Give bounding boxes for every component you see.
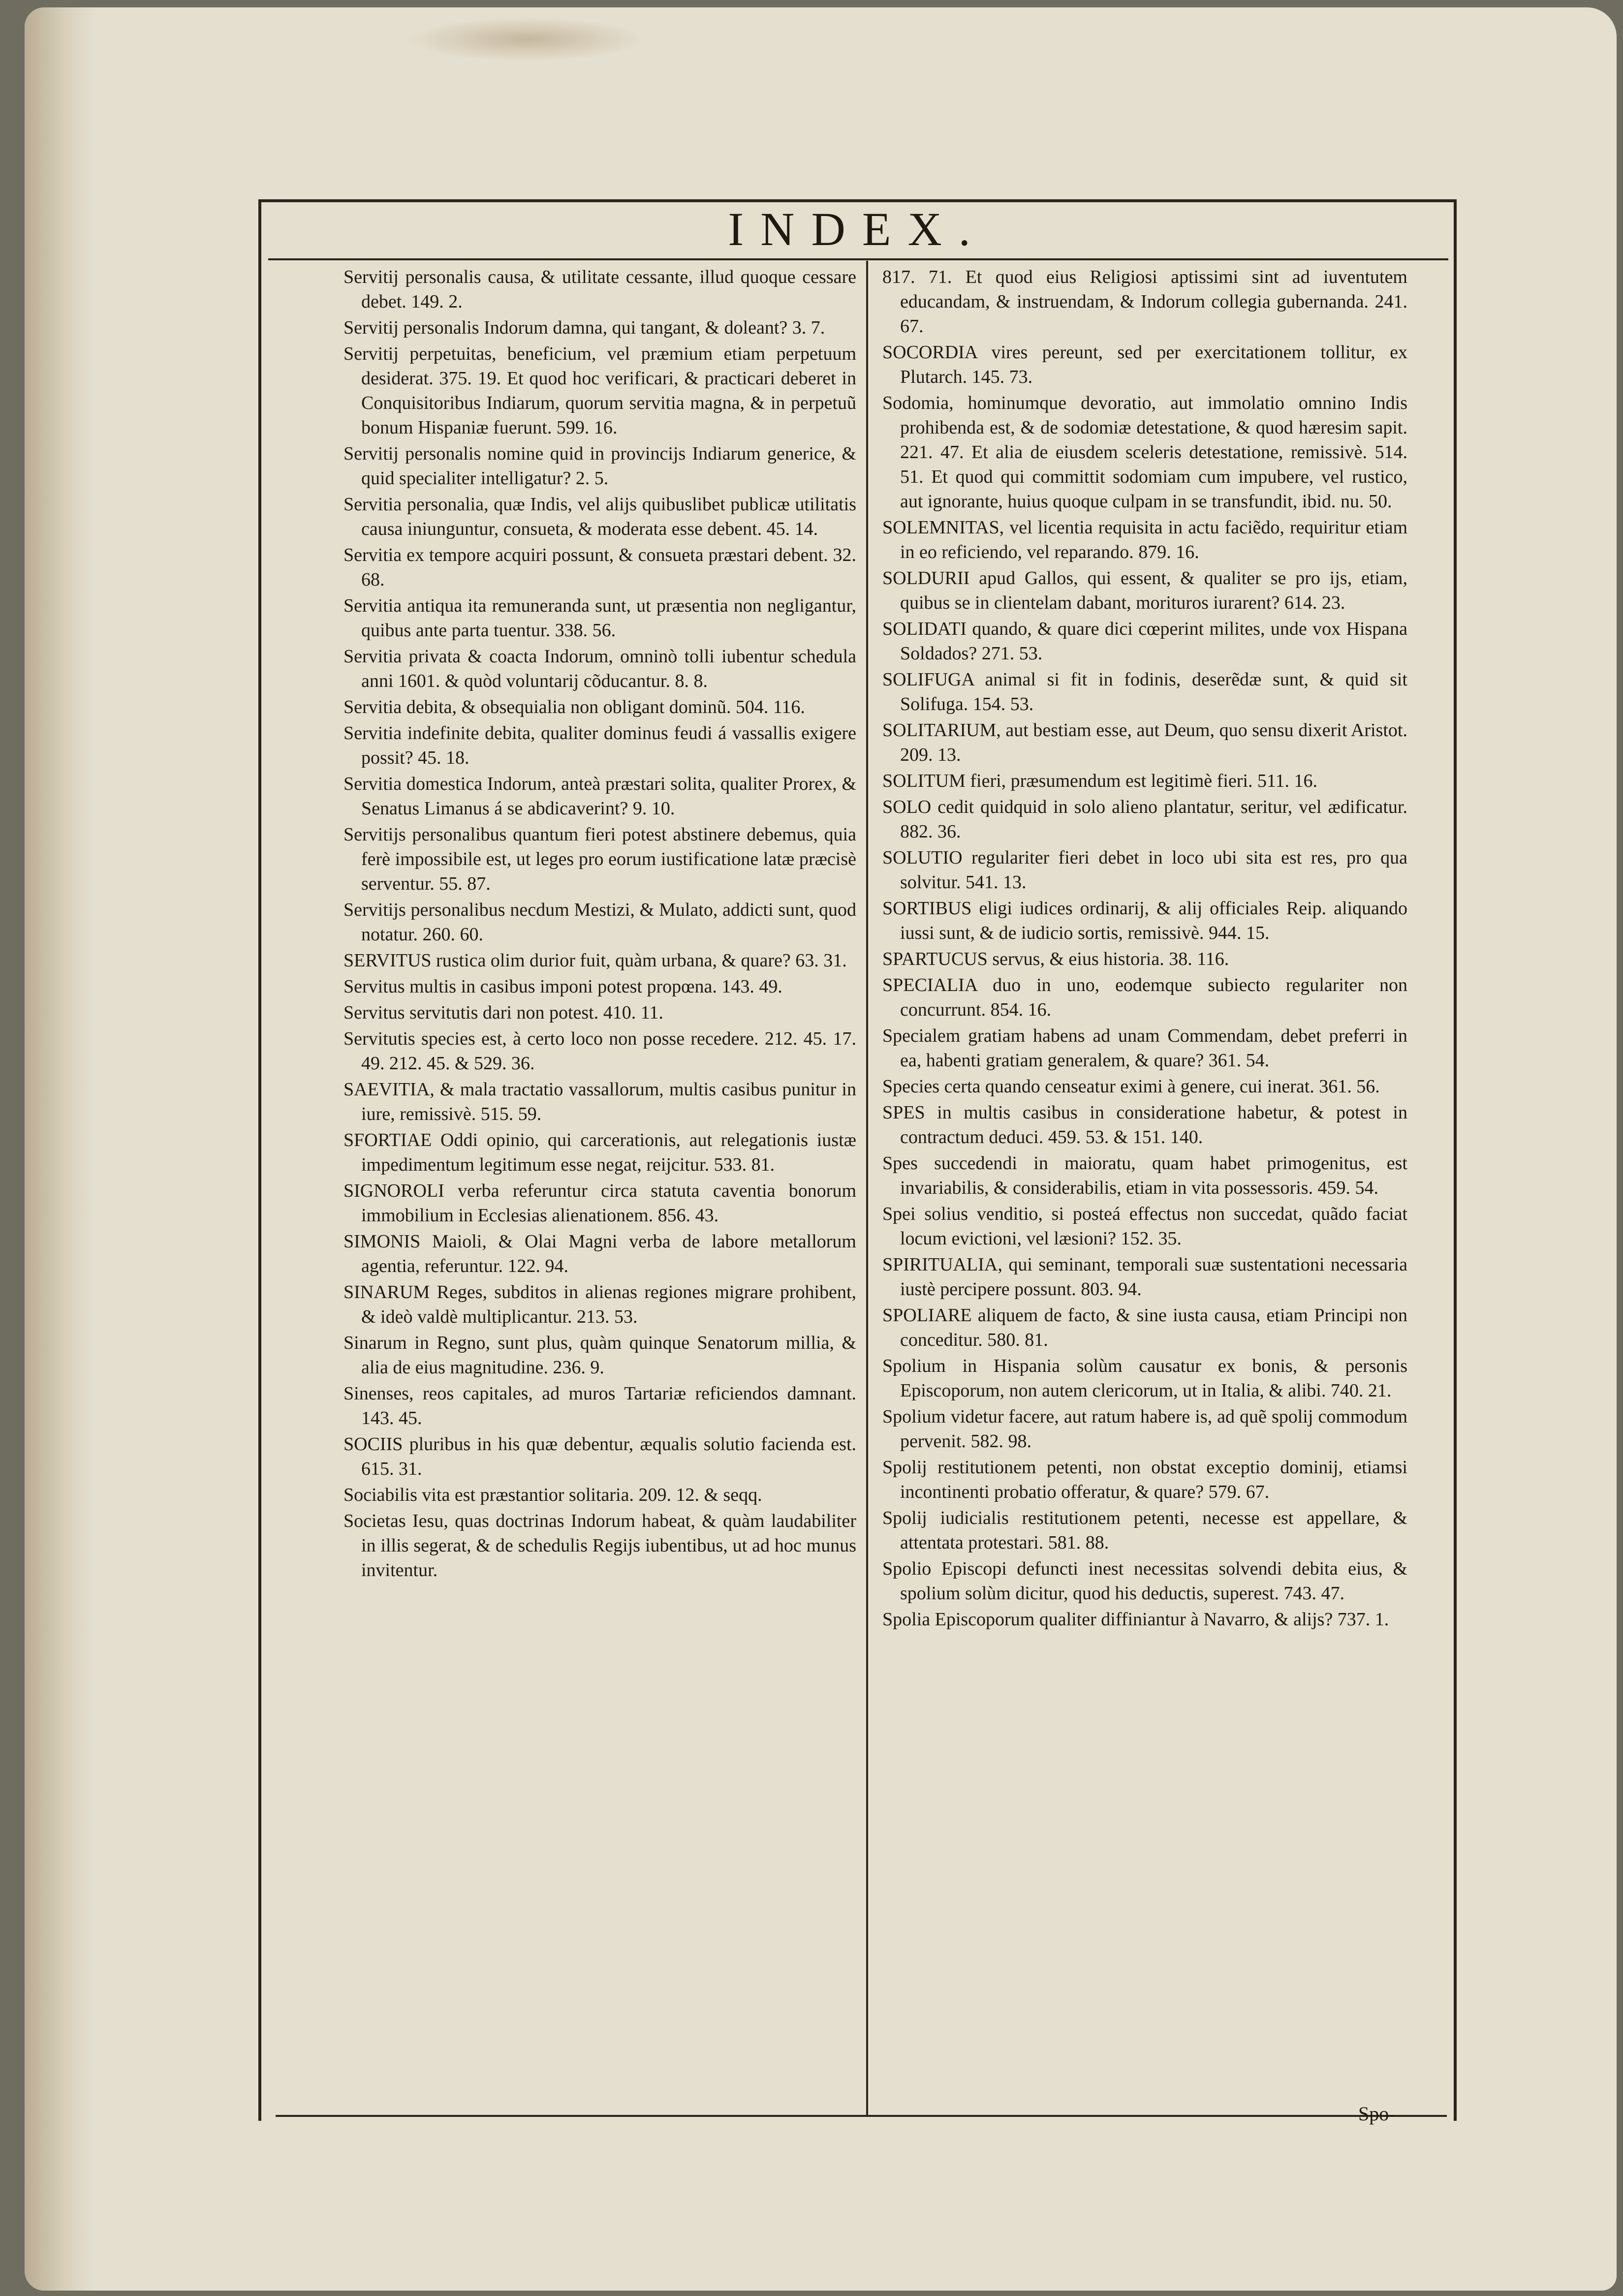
index-entry: Spolium in Hispania solùm causatur ex bonis, & personis Episcoporum, non autem clericorum, ut in Italia, & alibi. 740. 21. [882, 1356, 1407, 1401]
index-entry: Species certa quando censeatur eximi à genere, cui inerat. 361. 56. [882, 1076, 1380, 1097]
index-entry: SPOLIARE aliquem de facto, & sine iusta causa, etiam Principi non conceditur. 580. 81. [882, 1305, 1407, 1350]
index-entry: SOLITUM fieri, præsumendum est legitimè fieri. 511. 16. [882, 771, 1318, 791]
index-entry: SERVITUS rustica olim durior fuit, quàm urbana, & quare? 63. 31. [343, 950, 847, 971]
index-entry: Sodomia, hominumque devoratio, aut immolatio omnino Indis prohibenda est, & de sodomiæ detestatione, & quod hæresim sapit. 221. 47. Et alia de eiusdem sceleris detestatione, remissivè. 514. 51. Et quod qui committit sodomiam cum impubere, vel rustico, aut ignorante, huius quoque culpam in se transfundit, ibid. nu. 50. [882, 393, 1407, 512]
index-entry: Servitia antiqua ita remuneranda sunt, ut præsentia non negligantur, quibus ante parta tuentur. 338. 56. [343, 595, 856, 641]
index-entry: Specialem gratiam habens ad unam Commendam, debet preferri in ea, habenti gratiam generalem, & quare? 361. 54. [882, 1025, 1407, 1071]
index-entry: Servitij personalis Indorum damna, qui tangant, & doleant? 3. 7. [343, 317, 825, 338]
index-entry: Servitia privata & coacta Indorum, omninò tolli iubentur schedula anni 1601. & quòd voluntarij cõducantur. 8. 8. [343, 646, 856, 691]
index-entry: SAEVITIA, & mala tractatio vassallorum, multis casibus punitur in iure, remissivè. 515. 59. [343, 1079, 856, 1124]
index-entry: 817. 71. Et quod eius Religiosi aptissimi sint ad iuventutem educandam, & instruendam, & Indorum collegia gubernanda. 241. 67. [882, 267, 1407, 337]
index-entry: SPES in multis casibus in consideratione habetur, & potest in contractum deduci. 459. 53. & 151. 140. [882, 1102, 1407, 1148]
index-entry: Servitutis species est, à certo loco non posse recedere. 212. 45. 17. 49. 212. 45. & 529. 36. [343, 1028, 856, 1074]
index-entry: SOLO cedit quidquid in solo alieno plantatur, seritur, vel ædificatur. 882. 36. [882, 797, 1407, 842]
index-entry: Servitij personalis causa, & utilitate cessante, illud quoque cessare debet. 149. 2. [343, 267, 856, 312]
index-entry: Sinenses, reos capitales, ad muros Tartariæ reficiendos damnant. 143. 45. [343, 1383, 856, 1428]
index-entry: Servitia domestica Indorum, anteà præstari solita, qualiter Prorex, & Senatus Limanus á se abdicaverint? 9. 10. [343, 774, 856, 819]
index-entry: Spolium videtur facere, aut ratum habere is, ad quẽ spolij commodum pervenit. 582. 98. [882, 1406, 1407, 1452]
index-entry: Servitia indefinite debita, qualiter dominus feudi á vassallis exigere possit? 45. 18. [343, 723, 856, 768]
page-stain [408, 17, 645, 62]
index-entry: SPIRITUALIA, qui seminant, temporali suæ sustentationi necessaria iustè percipere possunt. 803. 94. [882, 1254, 1407, 1300]
index-entry: SOLIFUGA animal si fit in fodinis, deserẽdæ sunt, & quid sit Solifuga. 154. 53. [882, 669, 1407, 714]
index-entry: Servitia debita, & obsequialia non obligant dominũ. 504. 116. [343, 697, 805, 717]
index-entry: SFORTIAE Oddi opinio, qui carcerationis, aut relegationis iustæ impedimentum legitimum esse negat, reijcitur. 533. 81. [343, 1130, 856, 1175]
index-entry: Sinarum in Regno, sunt plus, quàm quinque Senatorum millia, & alia de eius magnitudine. 236. 9. [343, 1333, 856, 1378]
index-entry: SIMONIS Maioli, & Olai Magni verba de labore metallorum agentia, referuntur. 122. 94. [343, 1231, 856, 1276]
bottom-rule [276, 2115, 1447, 2117]
index-entry: Spolij restitutionem petenti, non obstat exceptio dominij, etiamsi incontinenti probatio offeratur, & quare? 579. 67. [882, 1457, 1407, 1502]
catchword: Spo- [1358, 2103, 1396, 2125]
index-entry: SOCORDIA vires pereunt, sed per exercitationem tollitur, ex Plutarch. 145. 73. [882, 342, 1407, 387]
index-entry: SINARUM Reges, subditos in alienas regiones migrare prohibent, & ideò valdè multiplicantur. 213. 53. [343, 1282, 856, 1327]
index-entry: Spolij iudicialis restitutionem petenti, necesse est appellare, & attentata protestari. 581. 88. [882, 1508, 1407, 1553]
index-entry: Servitijs personalibus quantum fieri potest abstinere debemus, quia ferè impossibile est, ut leges pro eorum iustificatione latæ præcisè serventur. 55. 87. [343, 824, 856, 894]
column-divider [866, 261, 868, 2116]
index-entry: SOLDURII apud Gallos, qui essent, & qualiter se pro ijs, etiam, quibus se in clientelam dabant, morituros iurarent? 614. 23. [882, 568, 1407, 613]
index-entry: Spei solius venditio, si posteá effectus non succedat, quãdo faciat locum evictioni, vel læsioni? 152. 35. [882, 1204, 1407, 1249]
index-entry: Servitijs personalibus necdum Mestizi, & Mulato, addicti sunt, quod notatur. 260. 60. [343, 900, 856, 945]
index-entry: Spes succedendi in maioratu, quam habet primogenitus, est invariabilis, & considerabilis, etiam in vita possessoris. 459. 54. [882, 1153, 1407, 1198]
index-entry: SOCIIS pluribus in his quæ debentur, æqualis solutio facienda est. 615. 31. [343, 1434, 856, 1479]
index-entry: SOLUTIO regulariter fieri debet in loco ubi sita est res, pro qua solvitur. 541. 13. [882, 847, 1407, 893]
index-entry: SORTIBUS eligi iudices ordinarij, & alij officiales Reip. aliquando iussi sunt, & de iudicio sortis, remissivè. 944. 15. [882, 898, 1407, 943]
index-entry: SPARTUCUS servus, & eius historia. 38. 116. [882, 949, 1229, 969]
index-entry: Servitij personalis nomine quid in provincijs Indiarum generice, & quid specialiter intelligatur? 2. 5. [343, 443, 856, 489]
index-entry: Servitij perpetuitas, beneficium, vel præmium etiam perpetuum desiderat. 375. 19. Et quod hoc verificari, & practicari deberet in Conquisitoribus Indiarum, quorum servitia magna, & in perpetuũ bonum Hispaniæ fuerunt. 599. 16. [343, 343, 856, 438]
index-entry: SIGNOROLI verba referuntur circa statuta caventia bonorum immobilium in Ecclesias alienationem. 856. 43. [343, 1180, 856, 1226]
index-entry: Sociabilis vita est præstantior solitaria. 209. 12. & seqq. [343, 1485, 762, 1505]
index-entry: SOLITARIUM, aut bestiam esse, aut Deum, quo sensu dixerit Aristot. 209. 13. [882, 720, 1407, 765]
page-title: INDEX. [728, 203, 987, 255]
page-gutter [25, 7, 94, 2291]
index-entry: Societas Iesu, quas doctrinas Indorum habeat, & quàm laudabiliter in illis segerat, & de schedulis Regijs iubentibus, ut ad hoc munus invitentur. [343, 1511, 856, 1581]
index-entry: SOLIDATI quando, & quare dici cœperint milites, unde vox Hispana Soldados? 271. 53. [882, 619, 1407, 664]
index-column-right [878, 265, 1407, 2100]
index-entry: Spolio Episcopi defuncti inest necessitas solvendi debita eius, & spolium solùm dicitur, quod his deductis, superest. 743. 47. [882, 1558, 1407, 1604]
index-entry: Servitus servitutis dari non potest. 410. 11. [343, 1002, 663, 1023]
index-entry: Servitia ex tempore acquiri possunt, & consueta præstari debent. 32. 68. [343, 545, 856, 590]
title-rule [268, 258, 1448, 260]
index-entry: SPECIALIA duo in uno, eodemque subiecto regulariter non concurrunt. 854. 16. [882, 975, 1407, 1020]
index-column-left [340, 265, 856, 2100]
index-entry: Spolia Episcoporum qualiter diffiniantur à Navarro, & alijs? 737. 1. [882, 1609, 1389, 1630]
index-entry: Servitia personalia, quæ Indis, vel alijs quibuslibet publicæ utilitatis causa iniunguntur, consueta, & moderata esse debent. 45. 14. [343, 494, 856, 539]
index-entry: Servitus multis in casibus imponi potest propœna. 143. 49. [343, 976, 782, 997]
index-entry: SOLEMNITAS, vel licentia requisita in actu faciẽdo, requiritur etiam in eo reficiendo, vel reparando. 879. 16. [882, 517, 1407, 562]
